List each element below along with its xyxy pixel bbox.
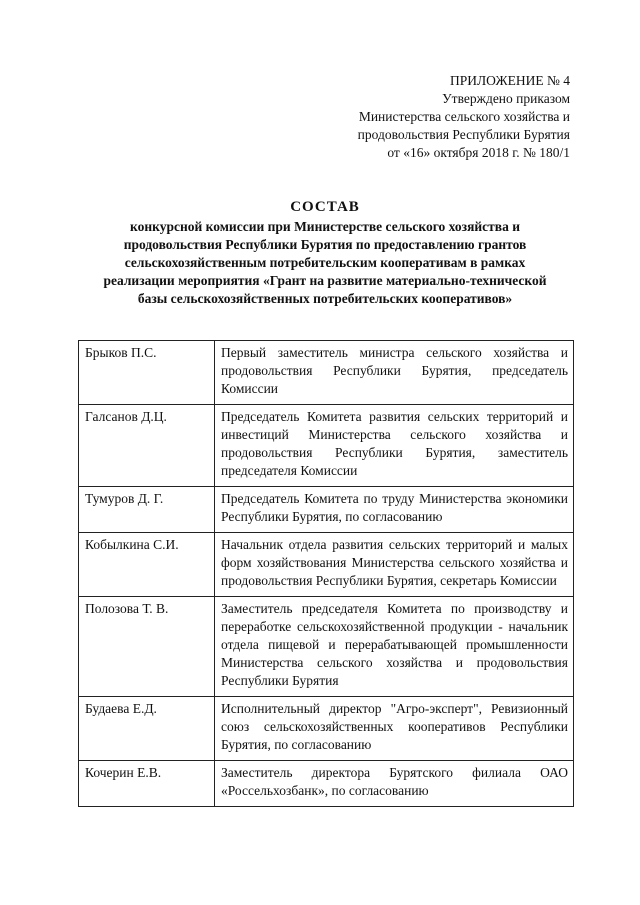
table-row <box>79 487 574 533</box>
member-role: Председатель Комитета по труду Министерства экономики Республики Бурятия, по согласованию <box>215 487 574 533</box>
member-name: Полозова Т. В. <box>79 597 215 697</box>
member-name: Кобылкина С.И. <box>79 533 215 597</box>
member-role: Исполнительный директор "Агро-эксперт", Ревизионный союз сельскохозяйственных кооперативов Республики Бурятия, по согласованию <box>215 697 574 761</box>
approval-header <box>358 72 570 162</box>
commission-members-table <box>78 340 574 807</box>
appendix-number: ПРИЛОЖЕНИЕ № 4 <box>449 73 570 88</box>
member-role: Заместитель директора Бурятского филиала ОАО «Россельхозбанк», по согласованию <box>215 761 574 807</box>
table-row <box>79 533 574 597</box>
title-main: СОСТАВ <box>290 199 360 215</box>
document-title <box>90 198 560 308</box>
order-date: от «16» октября 2018 г. № 180/1 <box>387 145 570 160</box>
table-row <box>79 761 574 807</box>
member-role: Начальник отдела развития сельских территорий и малых форм хозяйствования Министерства сельского хозяйства и продовольствия Республики Бурятия, секретарь Комиссии <box>215 533 574 597</box>
table-row <box>79 597 574 697</box>
approval-line: Утверждено приказом <box>442 91 570 106</box>
member-role: Первый заместитель министра сельского хозяйства и продовольствия Республики Бурятия, председатель Комиссии <box>215 341 574 405</box>
member-name: Галсанов Д.Ц. <box>79 405 215 487</box>
member-role: Заместитель председателя Комитета по производству и переработке сельскохозяйственной продукции - начальник отдела пищевой и перерабатывающей промышленности Министерства сельского хозяйства и продовольствия Республики Бурятия <box>215 597 574 697</box>
ministry-line-1: Министерства сельского хозяйства и <box>358 109 570 124</box>
member-name: Кочерин Е.В. <box>79 761 215 807</box>
member-name: Тумуров Д. Г. <box>79 487 215 533</box>
ministry-line-2: продовольствия Республики Бурятия <box>357 127 570 142</box>
table-row <box>79 341 574 405</box>
title-subtitle: конкурсной комиссии при Министерстве сельского хозяйства и продовольствия Республики Бурятия по предоставлению грантов сельскохозяйственным потребительским кооперативам в рамках реализации мероприятия «Грант на развитие материально-технической базы сельскохозяйственных потребительских кооперативов» <box>103 219 547 306</box>
table-row <box>79 697 574 761</box>
member-name: Брыков П.С. <box>79 341 215 405</box>
table-row <box>79 405 574 487</box>
member-name: Будаева Е.Д. <box>79 697 215 761</box>
member-role: Председатель Комитета развития сельских территорий и инвестиций Министерства сельского хозяйства и продовольствия Республики Бурятия, заместитель председателя Комиссии <box>215 405 574 487</box>
